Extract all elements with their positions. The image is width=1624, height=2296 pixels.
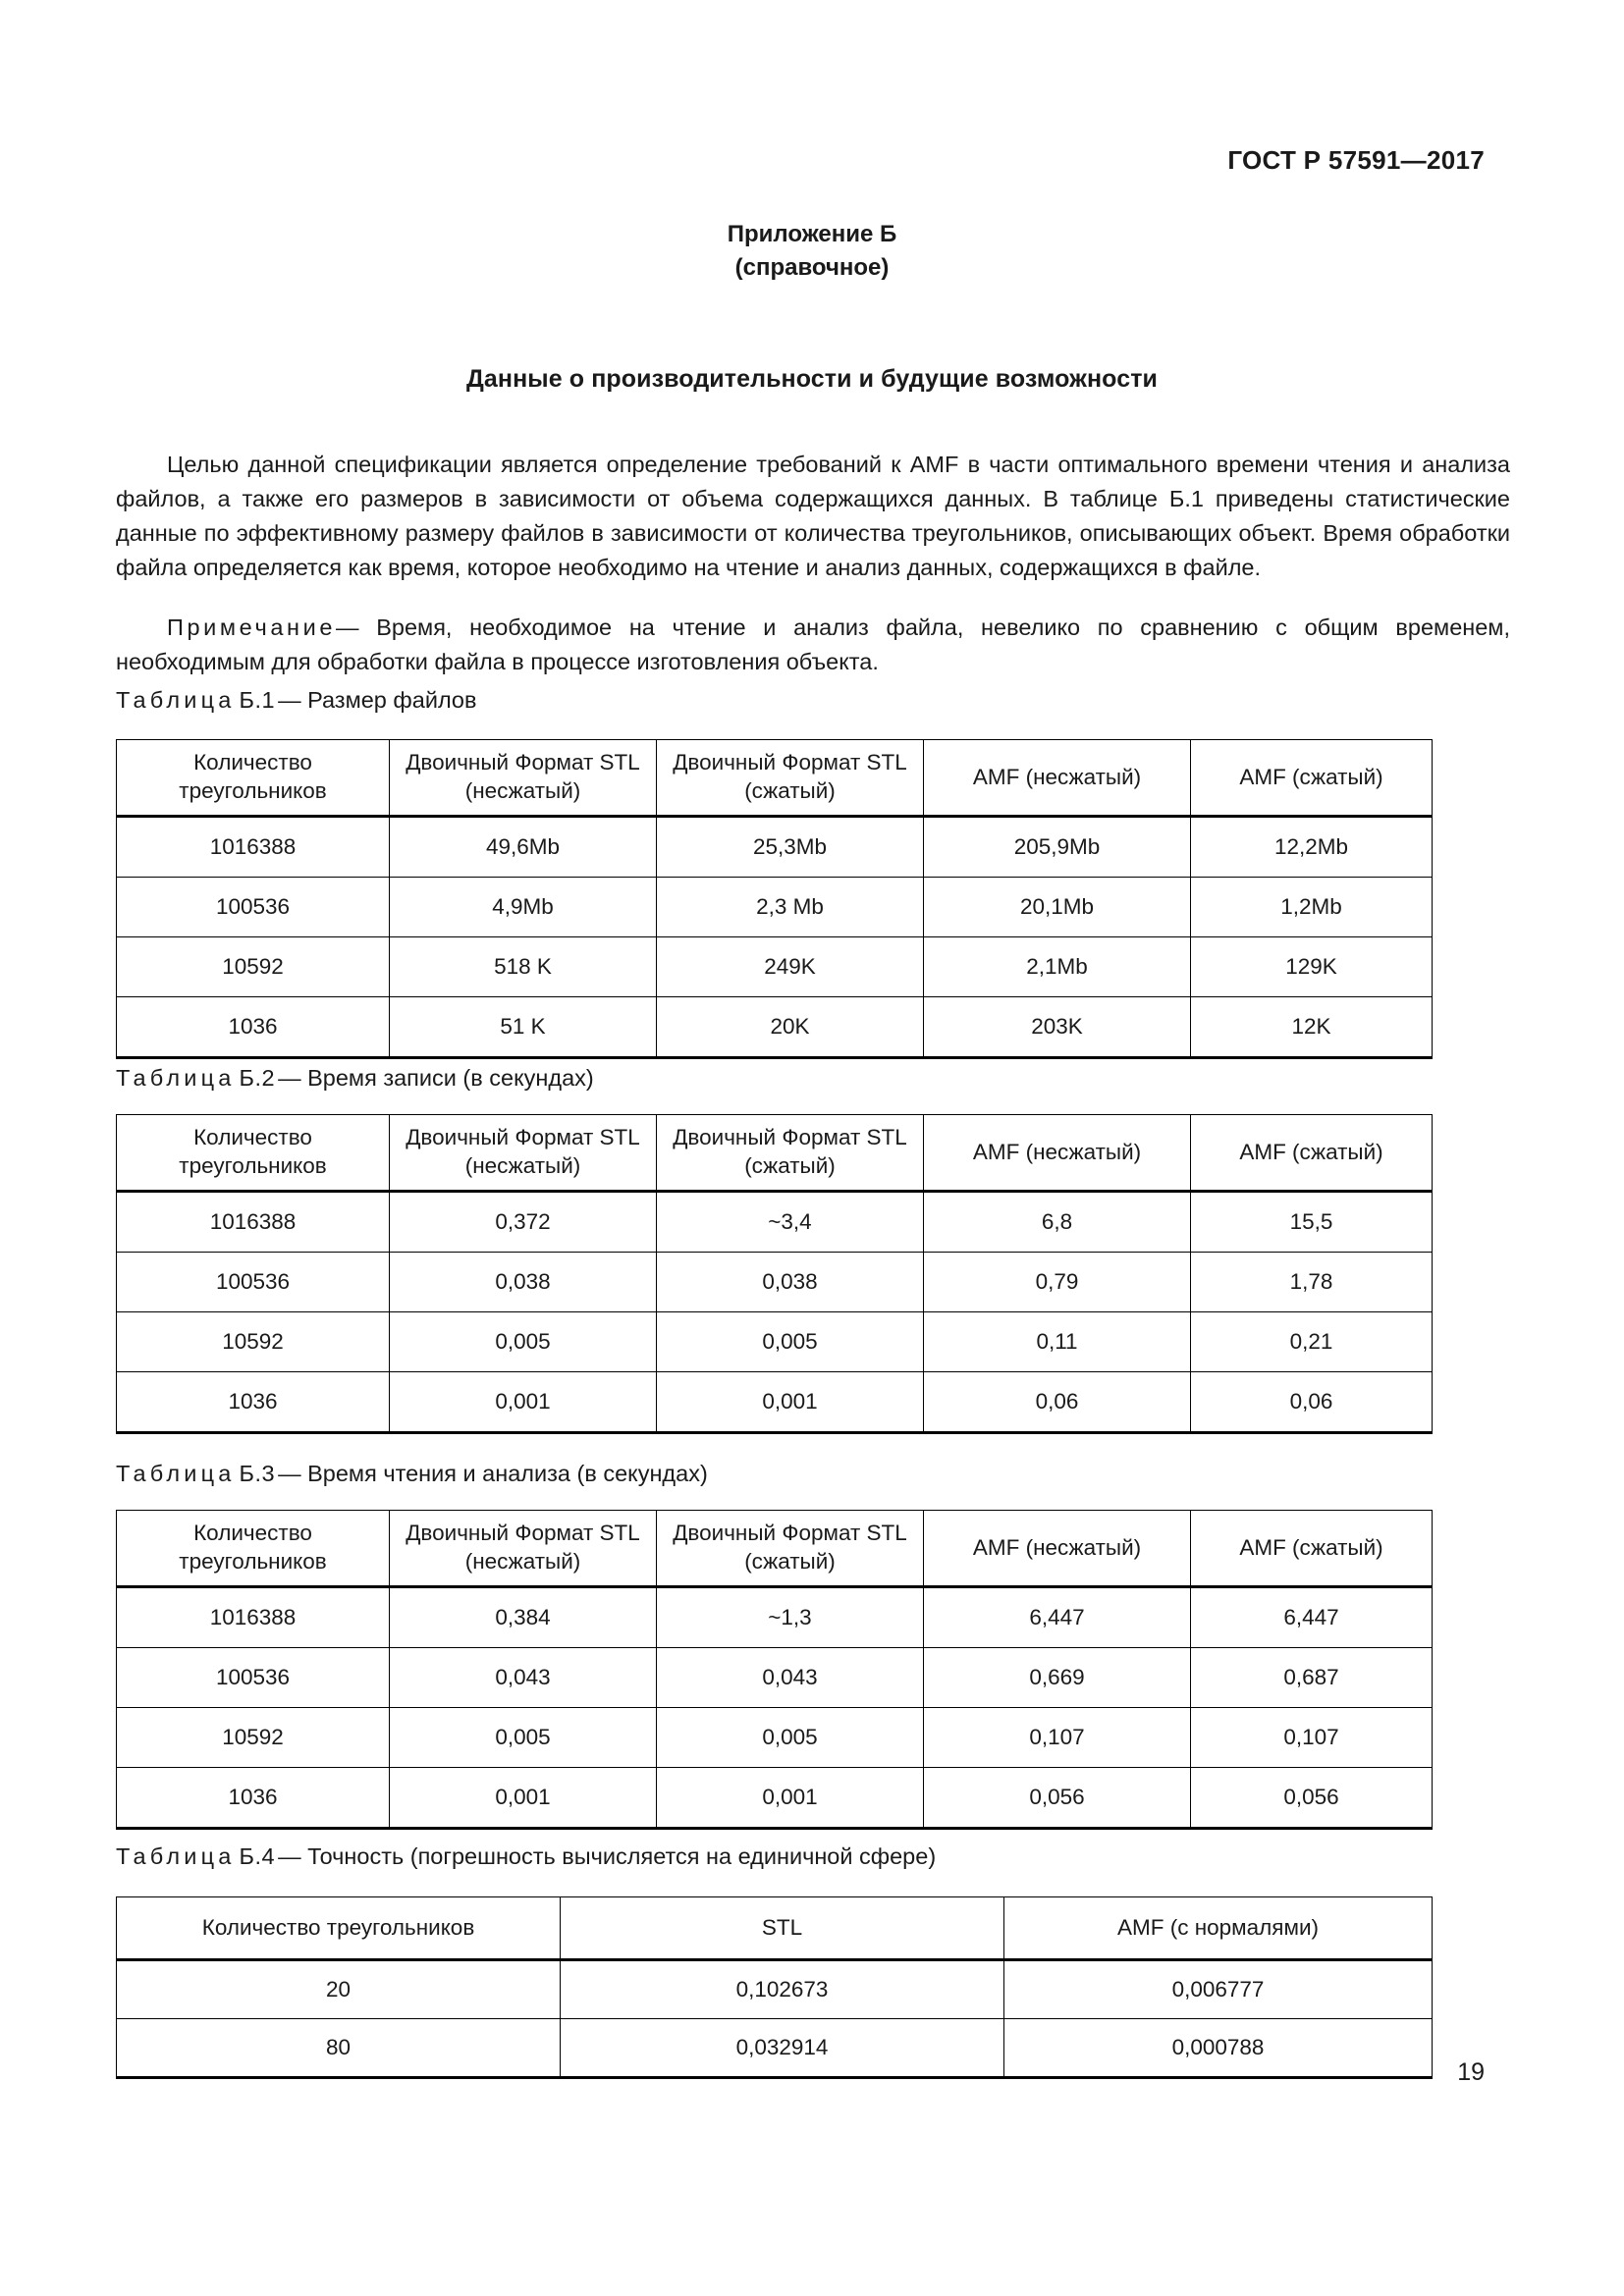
cell-triangles: 1016388	[117, 1192, 390, 1253]
table-row	[117, 1312, 1433, 1372]
cell-triangles: 10592	[117, 937, 390, 997]
header-line: AMF (несжатый)	[972, 1139, 1142, 1164]
cell-amf-compressed: 0,056	[1191, 1768, 1433, 1829]
column-header-stl-uncompressed	[390, 1511, 657, 1587]
cell-stl-compressed: ~3,4	[657, 1192, 924, 1253]
header-line: Количество	[193, 1125, 312, 1150]
header-line: (несжатый)	[464, 1153, 581, 1178]
table-row	[117, 817, 1433, 878]
header-line: AMF (сжатый)	[1239, 1139, 1383, 1164]
document-standard-header: ГОСТ Р 57591—2017	[1227, 145, 1485, 175]
note-text: Время, необходимое на чтение и анализ файла, невелико по сравнению с общим временем, необходимым для обработки файла в процессе изготовления объекта.	[116, 614, 1510, 674]
page-number: 19	[1457, 2058, 1485, 2086]
header-line: (несжатый)	[464, 778, 581, 803]
header-line: Двоичный Формат STL	[406, 1125, 640, 1150]
cell-stl-compressed: ~1,3	[657, 1587, 924, 1648]
table-b2	[116, 1114, 1433, 1434]
annex-title: Приложение Б	[727, 221, 897, 247]
table-caption-number: Б.2	[239, 1065, 276, 1091]
cell-amf-compressed: 6,447	[1191, 1587, 1433, 1648]
table-caption-number: Б.3	[239, 1461, 276, 1486]
cell-amf-normals: 0,000788	[1004, 2019, 1433, 2078]
header-line: AMF (сжатый)	[1239, 1534, 1383, 1560]
cell-amf-uncompressed: 2,1Mb	[924, 937, 1191, 997]
cell-stl-compressed: 25,3Mb	[657, 817, 924, 878]
header-line: Двоичный Формат STL	[406, 1521, 640, 1546]
header-line: треугольников	[179, 778, 327, 803]
table-caption-dash: —	[278, 1843, 301, 1869]
cell-triangles: 1036	[117, 1768, 390, 1829]
table-caption-title: Время чтения и анализа (в секундах)	[307, 1461, 708, 1486]
column-header-stl-uncompressed	[390, 1115, 657, 1192]
cell-triangles: 20	[117, 1960, 561, 2019]
cell-amf-uncompressed: 205,9Mb	[924, 817, 1191, 878]
header-line: Двоичный Формат STL	[406, 750, 640, 775]
header-line: STL	[761, 1914, 803, 1940]
cell-amf-compressed: 15,5	[1191, 1192, 1433, 1253]
cell-stl-uncompressed: 0,001	[390, 1372, 657, 1433]
table-row	[117, 997, 1433, 1058]
header-line: AMF (несжатый)	[972, 1534, 1142, 1560]
cell-amf-compressed: 12,2Mb	[1191, 817, 1433, 878]
cell-amf-compressed: 0,107	[1191, 1708, 1433, 1768]
table-caption-number: Б.1	[239, 687, 276, 713]
column-header-amf-compressed	[1191, 740, 1433, 817]
cell-amf-compressed: 0,06	[1191, 1372, 1433, 1433]
header-line: (сжатый)	[744, 1153, 836, 1178]
cell-amf-compressed: 129K	[1191, 937, 1433, 997]
header-line: Количество	[193, 750, 312, 775]
table-row	[117, 1708, 1433, 1768]
header-line: Количество	[193, 1521, 312, 1546]
cell-stl-compressed: 0,005	[657, 1312, 924, 1372]
column-header-stl	[561, 1897, 1004, 1960]
column-header-amf-compressed	[1191, 1511, 1433, 1587]
header-line: Двоичный Формат STL	[673, 1521, 907, 1546]
cell-amf-uncompressed: 6,447	[924, 1587, 1191, 1648]
cell-stl-uncompressed: 49,6Mb	[390, 817, 657, 878]
cell-stl-uncompressed: 518 K	[390, 937, 657, 997]
cell-triangles: 1016388	[117, 817, 390, 878]
header-line: AMF (сжатый)	[1239, 764, 1383, 789]
table-caption-number: Б.4	[239, 1843, 276, 1869]
column-header-stl-compressed	[657, 740, 924, 817]
table-b3	[116, 1510, 1433, 1830]
cell-stl-compressed: 0,001	[657, 1768, 924, 1829]
header-line: (сжатый)	[744, 778, 836, 803]
cell-triangles: 1016388	[117, 1587, 390, 1648]
cell-stl-compressed: 249K	[657, 937, 924, 997]
header-line: (несжатый)	[464, 1549, 581, 1574]
cell-stl-uncompressed: 0,043	[390, 1648, 657, 1708]
cell-triangles: 100536	[117, 1253, 390, 1312]
column-header-triangles	[117, 1897, 561, 1960]
cell-amf-compressed: 0,21	[1191, 1312, 1433, 1372]
cell-stl-uncompressed: 0,038	[390, 1253, 657, 1312]
column-header-amf-uncompressed	[924, 1115, 1191, 1192]
cell-amf-compressed: 1,2Mb	[1191, 878, 1433, 937]
intro-paragraph	[116, 448, 1510, 586]
table-caption-word: Таблица	[116, 687, 236, 713]
cell-amf-uncompressed: 0,056	[924, 1768, 1191, 1829]
cell-triangles: 1036	[117, 1372, 390, 1433]
cell-triangles: 1036	[117, 997, 390, 1058]
header-line: Количество треугольников	[201, 1914, 475, 1940]
cell-amf-uncompressed: 0,669	[924, 1648, 1191, 1708]
cell-amf-uncompressed: 20,1Mb	[924, 878, 1191, 937]
column-header-stl-compressed	[657, 1115, 924, 1192]
header-line: Двоичный Формат STL	[673, 750, 907, 775]
column-header-stl-compressed	[657, 1511, 924, 1587]
cell-stl-uncompressed: 4,9Mb	[390, 878, 657, 937]
table-caption-dash: —	[278, 687, 301, 713]
cell-triangles: 80	[117, 2019, 561, 2078]
table-header-row	[117, 1115, 1433, 1192]
annex-title-block	[0, 218, 1624, 285]
column-header-triangles	[117, 740, 390, 817]
table-row	[117, 2019, 1433, 2078]
header-line: треугольников	[179, 1153, 327, 1178]
column-header-triangles	[117, 1511, 390, 1587]
cell-stl-compressed: 0,038	[657, 1253, 924, 1312]
cell-amf-uncompressed: 0,06	[924, 1372, 1191, 1433]
table-row	[117, 1192, 1433, 1253]
table-caption-b3	[116, 1461, 708, 1487]
note-paragraph	[116, 611, 1510, 679]
note-label: Примечание	[167, 614, 337, 640]
cell-stl-uncompressed: 0,384	[390, 1587, 657, 1648]
table-caption-word: Таблица	[116, 1843, 236, 1869]
cell-stl-compressed: 0,001	[657, 1372, 924, 1433]
table-caption-b1	[116, 687, 476, 714]
column-header-amf-compressed	[1191, 1115, 1433, 1192]
annex-subtitle: (справочное)	[734, 254, 890, 282]
cell-triangles: 10592	[117, 1708, 390, 1768]
table-caption-word: Таблица	[116, 1065, 236, 1091]
cell-amf-uncompressed: 0,79	[924, 1253, 1191, 1312]
header-line: AMF (несжатый)	[972, 764, 1142, 789]
table-row	[117, 1648, 1433, 1708]
section-heading: Данные о производительности и будущие возможности	[465, 365, 1159, 393]
header-line: Двоичный Формат STL	[673, 1125, 907, 1150]
cell-stl-uncompressed: 51 K	[390, 997, 657, 1058]
cell-stl-compressed: 0,005	[657, 1708, 924, 1768]
table-row	[117, 1587, 1433, 1648]
note-dash: —	[336, 614, 359, 640]
table-header-row	[117, 1511, 1433, 1587]
column-header-triangles	[117, 1115, 390, 1192]
cell-amf-compressed: 12K	[1191, 997, 1433, 1058]
cell-amf-normals: 0,006777	[1004, 1960, 1433, 2019]
table-caption-dash: —	[278, 1461, 301, 1486]
column-header-amf-uncompressed	[924, 1511, 1191, 1587]
table-row	[117, 1253, 1433, 1312]
cell-triangles: 100536	[117, 1648, 390, 1708]
cell-amf-compressed: 1,78	[1191, 1253, 1433, 1312]
table-row	[117, 1372, 1433, 1433]
table-row	[117, 937, 1433, 997]
column-header-amf-uncompressed	[924, 740, 1191, 817]
table-caption-title: Размер файлов	[307, 687, 477, 713]
cell-triangles: 10592	[117, 1312, 390, 1372]
table-caption-b2	[116, 1065, 594, 1092]
table-header-row	[117, 1897, 1433, 1960]
cell-stl-uncompressed: 0,372	[390, 1192, 657, 1253]
cell-stl-uncompressed: 0,001	[390, 1768, 657, 1829]
cell-stl-uncompressed: 0,005	[390, 1708, 657, 1768]
header-line: (сжатый)	[744, 1549, 836, 1574]
cell-stl-compressed: 2,3 Mb	[657, 878, 924, 937]
table-caption-dash: —	[278, 1065, 301, 1091]
table-caption-word: Таблица	[116, 1461, 236, 1486]
column-header-stl-uncompressed	[390, 740, 657, 817]
table-b4	[116, 1896, 1433, 2079]
cell-stl: 0,032914	[561, 2019, 1004, 2078]
cell-amf-uncompressed: 0,11	[924, 1312, 1191, 1372]
table-caption-title: Время записи (в секундах)	[307, 1065, 594, 1091]
cell-amf-uncompressed: 203K	[924, 997, 1191, 1058]
cell-stl: 0,102673	[561, 1960, 1004, 2019]
cell-triangles: 100536	[117, 878, 390, 937]
column-header-amf-normals	[1004, 1897, 1433, 1960]
cell-stl-uncompressed: 0,005	[390, 1312, 657, 1372]
cell-amf-compressed: 0,687	[1191, 1648, 1433, 1708]
cell-amf-uncompressed: 0,107	[924, 1708, 1191, 1768]
table-header-row	[117, 740, 1433, 817]
header-line: треугольников	[179, 1549, 327, 1574]
cell-stl-compressed: 20K	[657, 997, 924, 1058]
table-caption-title: Точность (погрешность вычисляется на единичной сфере)	[307, 1843, 937, 1869]
cell-stl-compressed: 0,043	[657, 1648, 924, 1708]
table-row	[117, 1768, 1433, 1829]
cell-amf-uncompressed: 6,8	[924, 1192, 1191, 1253]
table-row	[117, 1960, 1433, 2019]
header-line: AMF (с нормалями)	[1116, 1914, 1320, 1940]
intro-paragraph-text: Целью данной спецификации является определение требований к AMF в части оптимального времени чтения и анализа файлов, а также его размеров в зависимости от объема содержащихся данных. В таблице Б.1 приведены статистические данные по эффективному размеру файлов в зависимости от количества треугольников, описывающих объект. Время обработки файла определяется как время, которое необходимо на чтение и анализ данных, содержащихся в файле.	[116, 451, 1510, 580]
table-caption-b4	[116, 1843, 936, 1870]
table-b1	[116, 739, 1433, 1059]
table-row	[117, 878, 1433, 937]
